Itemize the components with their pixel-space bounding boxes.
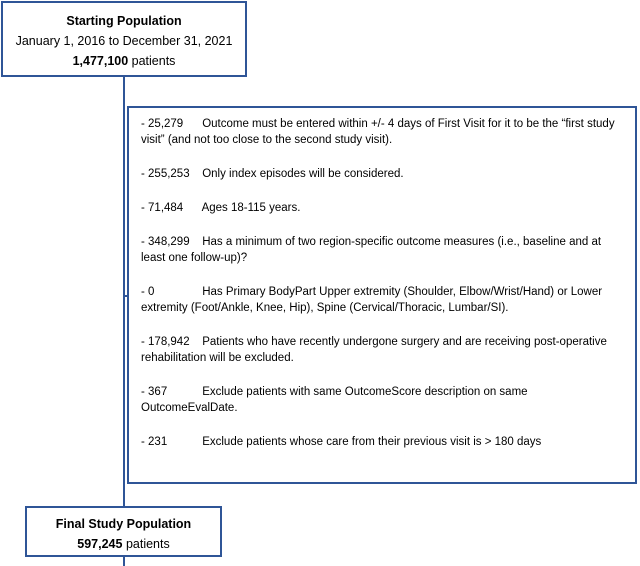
- starting-population-date-range: January 1, 2016 to December 31, 2021: [15, 34, 233, 48]
- exclusion-item: [141, 166, 627, 182]
- exclusion-item: [141, 200, 627, 216]
- exclusion-count: - 178,942: [141, 336, 190, 348]
- final-population-title: Final Study Population: [55, 517, 192, 531]
- exclusion-text: Exclude patients whose care from their previous visit is > 180 days: [202, 436, 542, 448]
- exclusion-text: Has a minimum of two region-specific outcome measures (i.e., baseline and at least one follow-up)?: [141, 236, 602, 264]
- starting-population-unit: patients: [131, 54, 176, 68]
- exclusion-text: Has Primary BodyPart Upper extremity (Shoulder, Elbow/Wrist/Hand) or Lower extremity (Foot/Ankle, Knee, Hip), Spine (Cervical/Thoracic, Lumbar/SI).: [141, 286, 603, 314]
- starting-population-count-line: [3, 51, 245, 71]
- exclusion-text: Only index episodes will be considered.: [202, 168, 404, 180]
- exclusion-text: Patients who have recently undergone surgery and are receiving post-operative rehabilitation will be excluded.: [141, 336, 607, 364]
- exclusion-text: Outcome must be entered within +/- 4 days of First Visit for it to be the “first study visit” (and not too close to the second study visit).: [141, 118, 615, 146]
- exclusion-item: [141, 284, 627, 316]
- exclusion-item: [141, 116, 627, 148]
- exclusion-item: [141, 234, 627, 266]
- exclusion-count: - 25,279: [141, 118, 184, 130]
- exclusion-count: - 367: [141, 386, 168, 398]
- final-population-count: 597,245: [77, 537, 123, 551]
- exclusion-count: - 71,484: [141, 202, 184, 214]
- exclusion-count: - 0: [141, 286, 155, 298]
- final-population-box: [25, 506, 222, 557]
- exclusion-criteria-box: [127, 106, 637, 484]
- flow-connector-vertical: [123, 77, 125, 506]
- exclusion-count: - 255,253: [141, 168, 190, 180]
- exclusion-item: [141, 334, 627, 366]
- starting-population-count: 1,477,100: [72, 54, 129, 68]
- final-population-count-line: [27, 534, 220, 554]
- flow-connector-tail: [123, 557, 125, 566]
- exclusion-item: [141, 434, 627, 450]
- final-population-unit: patients: [125, 537, 170, 551]
- starting-population-box: [1, 1, 247, 77]
- exclusion-item: [141, 384, 627, 416]
- exclusion-count: - 231: [141, 436, 168, 448]
- starting-population-title: Starting Population: [66, 14, 182, 28]
- exclusion-text: Ages 18-115 years.: [201, 202, 301, 214]
- exclusion-text: Exclude patients with same OutcomeScore description on same OutcomeEvalDate.: [141, 386, 528, 414]
- exclusion-count: - 348,299: [141, 236, 190, 248]
